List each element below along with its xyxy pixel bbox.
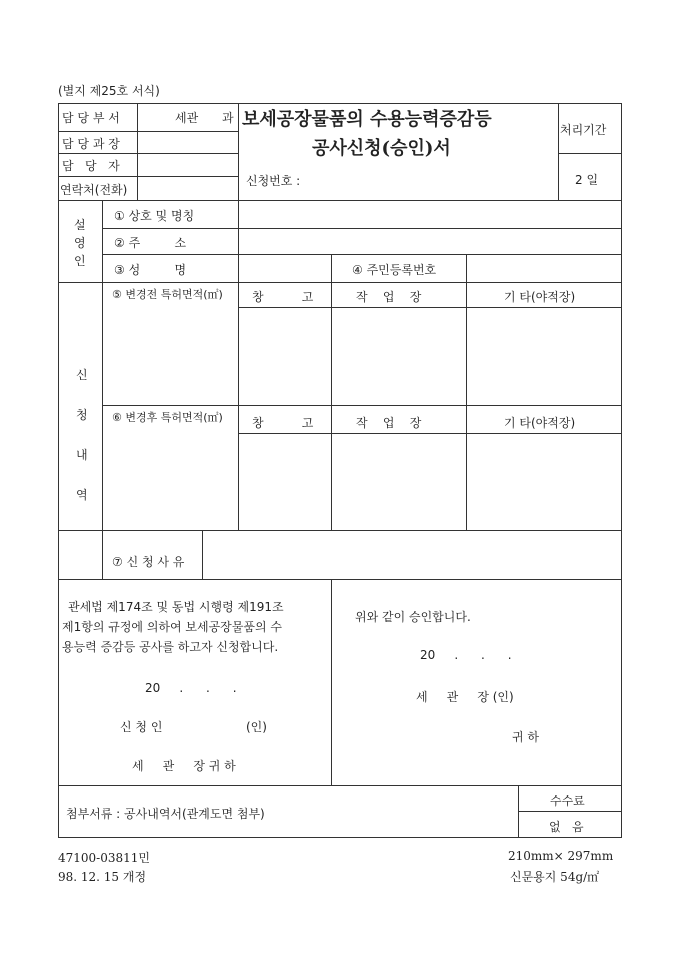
statement-line: 용능력 증감등 공사를 하고자 신청합니다. <box>62 640 279 654</box>
dept-value[interactable]: 세관 <box>175 111 199 125</box>
after-workshop-header: 작 업 장 <box>356 416 422 430</box>
rule <box>137 103 138 200</box>
resident-number-label: ④ 주민등록번호 <box>352 263 437 277</box>
processing-period-label: 처리기간 <box>560 123 607 137</box>
approval-recipient: 귀 하 <box>512 730 539 744</box>
form-title-line1: 보세공장물품의 수용능력증감등 <box>242 109 492 130</box>
statement-line: 제1항의 규정에 의하여 보세공장물품의 수 <box>62 620 282 634</box>
attachment-label: 첨부서류 : 공사내역서(관계도면 첨부) <box>66 807 265 821</box>
rule <box>58 579 622 580</box>
before-other-header: 기 타(야적장) <box>504 290 576 304</box>
rule <box>466 254 467 530</box>
dept-suffix: 과 <box>222 111 234 125</box>
request-section-char: 청 <box>76 408 88 422</box>
dept-label: 담 당 부 서 <box>62 111 120 125</box>
before-warehouse-header: 창 고 <box>252 290 314 304</box>
rule <box>58 530 622 531</box>
applicant-seal: (인) <box>246 720 267 734</box>
rule <box>202 530 203 579</box>
staff-label: 담 당 자 <box>62 159 120 173</box>
rule <box>58 785 622 786</box>
rule <box>331 254 332 530</box>
statement-line: 관세법 제174조 및 동법 시행령 제191조 <box>68 600 284 614</box>
rule <box>58 176 238 177</box>
approval-chief: 세 관 장 (인) <box>416 690 514 704</box>
rule <box>58 282 622 283</box>
rule <box>102 530 103 579</box>
before-workshop-header: 작 업 장 <box>356 290 422 304</box>
paper-size: 210mm× 297mm <box>508 849 614 863</box>
reason-label: ⑦ 신 청 사 유 <box>112 555 185 569</box>
rule <box>58 200 622 201</box>
contact-label: 연락처(전화) <box>60 183 128 197</box>
statement-recipient: 세 관 장 귀 하 <box>132 759 236 773</box>
paper-spec: 신문용지 54g/㎡ <box>510 870 600 884</box>
request-section-char: 내 <box>76 448 88 462</box>
form-number: (별지 제25호 서식) <box>58 84 160 98</box>
request-section-char: 역 <box>76 488 88 502</box>
applicant-section-char: 인 <box>74 254 86 268</box>
approval-text: 위와 같이 승인합니다. <box>355 610 471 624</box>
applicant-section-char: 설 <box>74 218 86 232</box>
rule <box>331 579 332 785</box>
after-warehouse-header: 창 고 <box>252 416 314 430</box>
rule <box>58 153 238 154</box>
fee-value: 없 음 <box>549 820 584 834</box>
rule <box>102 405 622 406</box>
request-section-char: 신 <box>76 368 88 382</box>
manager-label: 담 당 과 장 <box>62 137 120 151</box>
statement-date: 20 . . . <box>145 681 237 695</box>
applicant-section-char: 영 <box>74 236 86 250</box>
form-code: 47100-03811민 <box>58 851 150 865</box>
form-title-line2: 공사신청(승인)서 <box>312 138 451 159</box>
person-name-label: ③ 성 명 <box>114 263 187 277</box>
revision-date: 98. 12. 15 개정 <box>58 870 147 884</box>
rule <box>238 103 239 200</box>
rule <box>58 131 238 132</box>
applicant-signature-label: 신 청 인 <box>120 720 163 734</box>
rule <box>238 200 239 530</box>
rule <box>238 433 622 434</box>
address-label: ② 주 소 <box>114 236 187 250</box>
processing-period-value: 2 일 <box>575 173 599 187</box>
rule <box>558 153 622 154</box>
area-before-label: ⑤ 변경전 특허면적(㎡) <box>112 288 223 301</box>
rule <box>238 307 622 308</box>
company-name-label: ① 상호 및 명칭 <box>114 209 195 223</box>
area-after-label: ⑥ 변경후 특허면적(㎡) <box>112 411 223 424</box>
rule <box>102 228 622 229</box>
rule <box>558 103 559 200</box>
application-number-label: 신청번호 : <box>246 174 301 188</box>
rule <box>102 200 103 530</box>
rule <box>102 254 622 255</box>
after-other-header: 기 타(야적장) <box>504 416 576 430</box>
approval-date: 20 . . . <box>420 648 512 662</box>
fee-label: 수수료 <box>550 794 585 808</box>
rule <box>518 811 622 812</box>
